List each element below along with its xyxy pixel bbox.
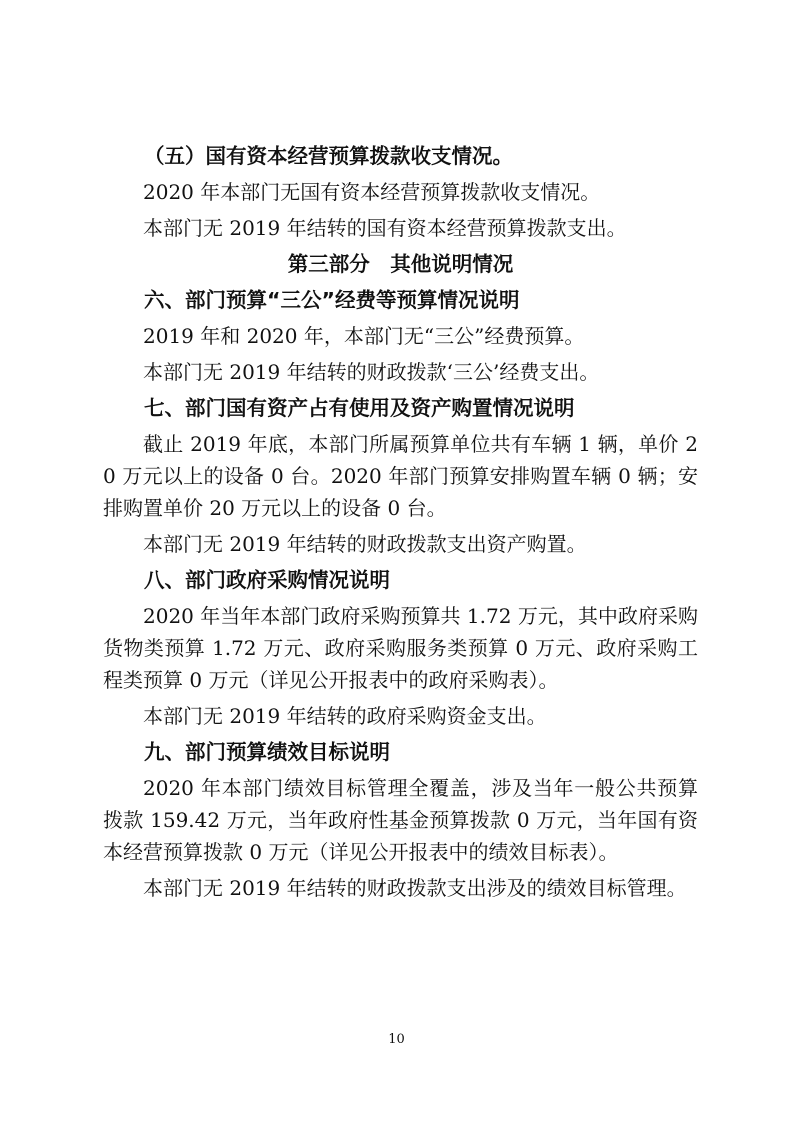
section-8-paragraph-2: 本部门无 2019 年结转的政府采购资金支出。 (143, 704, 547, 728)
section-5-paragraph-2: 本部门无 2019 年结转的国有资本经营预算拨款支出。 (143, 216, 627, 240)
section-9-heading: 九、部门预算绩效目标说明 (144, 740, 390, 764)
section-9-paragraph-1: 2020 年本部门绩效目标管理全覆盖，涉及当年一般公共预算拨款 159.42 万元，当年政府性基金预算拨款 0 万元，当年国有资本经营预算拨款 0 万元（详见公开报表中的绩效目标表）。 (103, 776, 698, 864)
part-3-title: 第三部分 其他说明情况 (287, 252, 514, 276)
page-number: 10 (388, 1032, 405, 1047)
section-5-heading: （五）国有资本经营预算拨款收支情况。 (144, 144, 513, 168)
section-6-paragraph-1: 2019 年和 2020 年，本部门无“三公”经费预算。 (143, 324, 585, 348)
section-9-paragraph-2: 本部门无 2019 年结转的财政拨款支出涉及的绩效目标管理。 (143, 876, 687, 900)
document-body (103, 140, 698, 904)
section-5-paragraph-1: 2020 年本部门无国有资本经营预算拨款收支情况。 (143, 180, 601, 204)
section-6-paragraph-2: 本部门无 2019 年结转的财政拨款‘三公’经费支出。 (143, 360, 600, 384)
section-8-paragraph-1: 2020 年当年本部门政府采购预算共 1.72 万元，其中政府采购货物类预算 1.72 万元、政府采购服务类预算 0 万元、政府采购工程类预算 0 万元（详见公开报表中的政府采购表）。 (103, 604, 698, 692)
section-7-paragraph-1: 截止 2019 年底，本部门所属预算单位共有车辆 1 辆，单价 20 万元以上的设备 0 台。2020 年部门预算安排购置车辆 0 辆；安排购置单价 20 万元以上的设备 0 台。 (103, 432, 698, 520)
section-6-heading: 六、部门预算“三公”经费等预算情况说明 (144, 288, 520, 312)
section-8-heading: 八、部门政府采购情况说明 (144, 568, 390, 592)
section-7-paragraph-2: 本部门无 2019 年结转的财政拨款支出资产购置。 (143, 532, 587, 556)
section-7-heading: 七、部门国有资产占有使用及资产购置情况说明 (144, 396, 575, 420)
